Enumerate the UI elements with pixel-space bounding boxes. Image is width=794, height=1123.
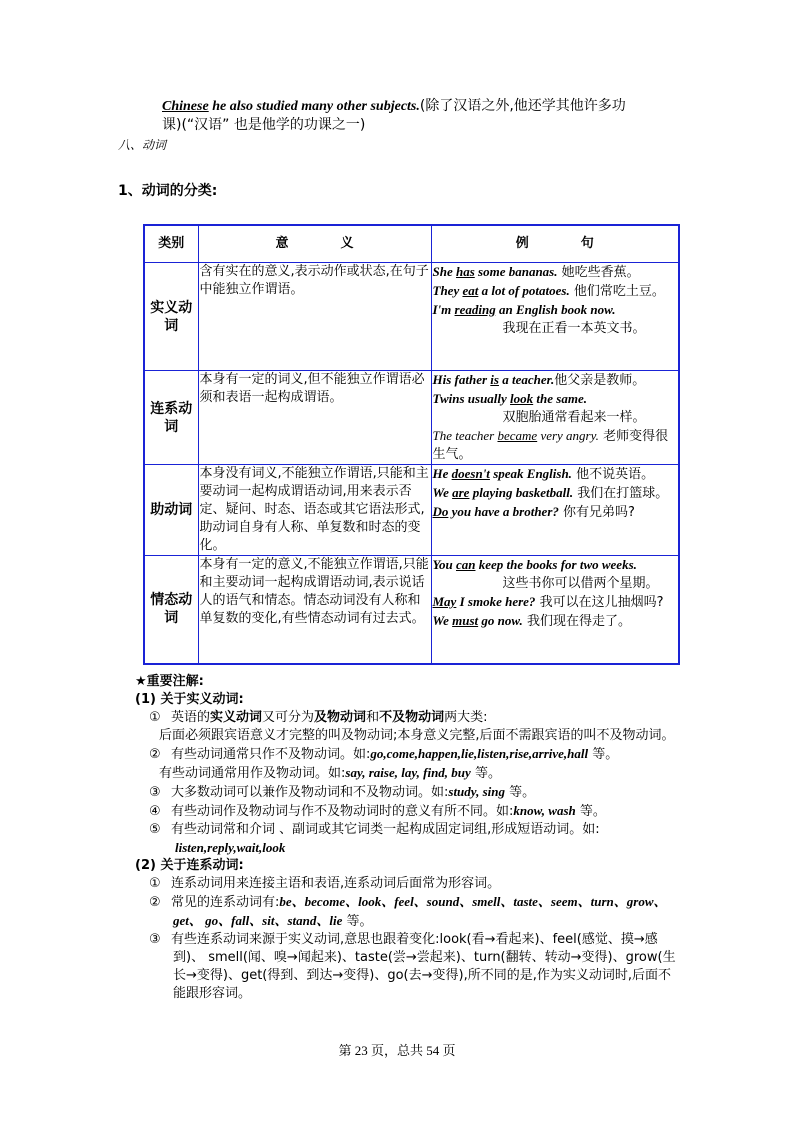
example-translation: 双胞胎通常看起来一样。 [502,410,646,425]
note-item: ① 连系动词用来连接主语和表语,连系动词后面常为形容词。 [149,876,501,891]
header-category: 类别 [144,225,198,263]
examples-cell [431,371,679,465]
notes-section [135,673,680,1003]
verb-classification-table [143,224,680,665]
category-cell: 连系动词 [144,371,198,465]
intro-chinese-1: (除了汉语之外,他还学其他许多功 [419,98,626,114]
note-item: ③ 大多数动词可以兼作及物动词和不及物动词。如:study, sing 等。 [149,784,536,800]
part1-title: (1) 关于实义动词: [135,692,244,707]
example-sentence: The teacher became very angry. 老师变得很生气。 [432,428,669,462]
example-sentence: She has some bananas. 她吃些香蕉。 [432,264,640,280]
intro-english: he also studied many other subjects. [208,99,420,114]
intro-word: Chinese [162,99,209,114]
example-sentence: We are playing basketball. 我们在打篮球。 [432,485,669,501]
table-row [144,556,679,664]
category-cell: 助动词 [144,465,198,556]
notes-title: ★重要注解: [135,674,204,689]
example-sentence: You can keep the books for two weeks. [432,557,637,572]
header-meaning: 意 义 [198,225,431,263]
category-cell: 实义动词 [144,263,198,371]
example-translation: 我现在正看一本英文书。 [502,321,646,336]
table-row [144,263,679,371]
note-continuation: listen,reply,wait,look [175,840,286,855]
sub-heading: 1、动词的分类: [118,183,218,199]
example-translation: 这些书你可以借两个星期。 [502,576,659,591]
header-examples: 例 句 [431,225,679,263]
section-heading: 八、动词 [118,138,167,152]
examples-cell [431,465,679,556]
table-row [144,465,679,556]
example-sentence: His father is a teacher.他父亲是教师。 [432,372,646,388]
meaning-cell: 本身没有词义,不能独立作谓语,只能和主要动词一起构成谓语动词,用来表示否定、疑问、时态、语态或其它语法形式,助动词自身有人称、单复数和时态的变化。 [198,465,431,556]
note-item: ④ 有些动词作及物动词与作不及物动词时的意义有所不同。如:know, wash 等。 [149,803,606,819]
note-item: ③ 有些连系动词来源于实义动词,意思也跟着变化:look(看→看起来)、feel(感觉、摸→感到)、 smell(闻、嗅→闻起来)、taste(尝→尝起来)、turn(翻转、转动→变得)、grow(生长→变得)、get(得到、到达→变得)、go(去→变得),所不同的是,作为实义动词时,后面不能跟形容词。 [149,932,676,1001]
note-item: ① 英语的实义动词又可分为及物动词和不及物动词两大类: [149,710,488,725]
example-sentence: They eat a lot of potatoes. 他们常吃土豆。 [432,283,665,299]
examples-cell [431,556,679,664]
intro-text-2: 课)(“汉语” 也是他学的功课之一) [162,117,366,133]
meaning-cell: 含有实在的意义,表示动作或状态,在句子中能独立作谓语。 [198,263,431,371]
page-footer: 第 23 页，总共 54 页 [338,1043,456,1058]
note-item: ② 常见的连系动词有:be、become、look、feel、sound、smell、taste、seem、turn、grow、get、 go、fall、sit、stand、lie 等。 [149,894,667,929]
note-continuation: 有些动词通常用作及物动词。如:say, raise, lay, find, buy 等。 [159,765,501,781]
meaning-cell: 本身有一定的词义,但不能独立作谓语必须和表语一起构成谓语。 [198,371,431,465]
meaning-cell: 本身有一定的意义,不能独立作谓语,只能和主要动词一起构成谓语动词,表示说话人的语气和情态。情态动词没有人称和单复数的变化,有些情态动词有过去式。 [198,556,431,664]
example-sentence: He doesn't speak English. 他不说英语。 [432,466,655,482]
table-row [144,371,679,465]
examples-cell [431,263,679,371]
example-sentence: Twins usually look the same. [432,391,587,406]
category-cell: 情态动词 [144,556,198,664]
note-continuation: 后面必须跟宾语意义才完整的叫及物动词;本身意义完整,后面不需跟宾语的叫不及物动词。 [159,728,675,743]
note-item: ⑤ 有些动词常和介词 、副词或其它词类一起构成固定词组,形成短语动词。如: [149,822,600,837]
example-sentence: May I smoke here? 我可以在这儿抽烟吗? [432,594,664,610]
example-sentence: We must go now. 我们现在得走了。 [432,613,631,629]
part2-title: (2) 关于连系动词: [135,858,244,873]
example-sentence: I'm reading an English book now. [432,302,616,317]
example-sentence: Do you have a brother? 你有兄弟吗? [432,504,635,520]
intro-text [162,97,682,116]
note-item: ② 有些动词通常只作不及物动词。如:go,come,happen,lie,listen,rise,arrive,hall 等。 [149,746,619,762]
table-header-row [144,225,679,263]
